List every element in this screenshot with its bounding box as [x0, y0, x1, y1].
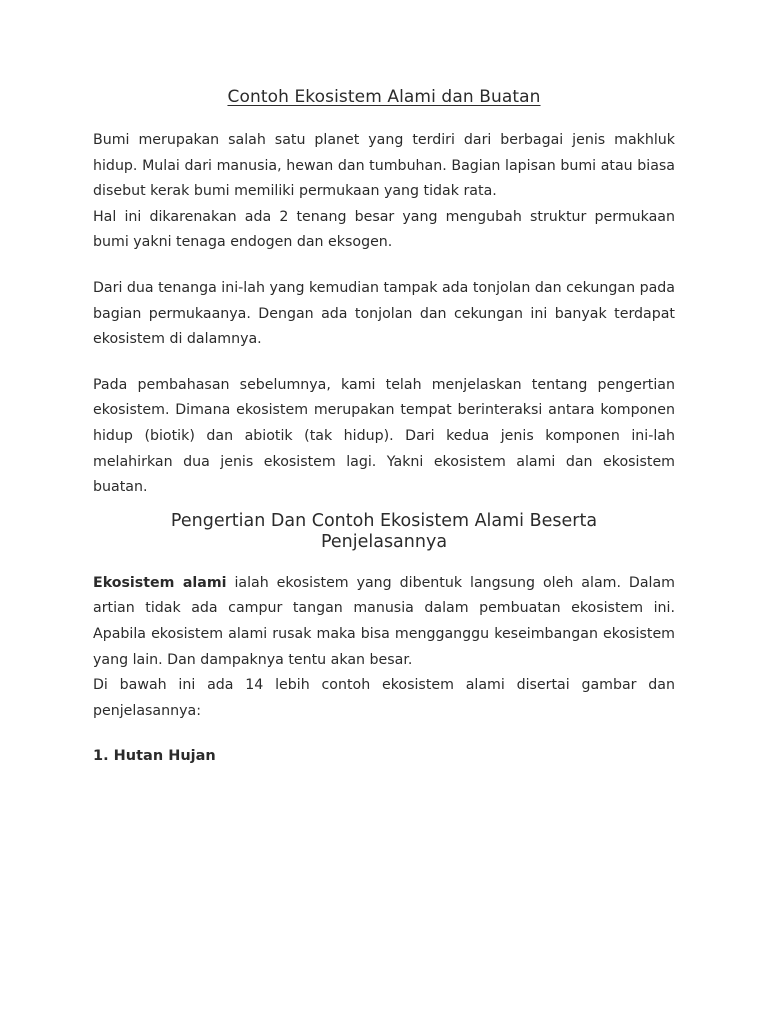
- definition-text: ialah ekosistem yang dibentuk langsung oleh alam. Dalam artian tidak ada campur tangan manusia dalam pembuatan ekosistem ini. Apabila ekosistem alami rusak maka bisa mengganggu keseimbangan ekosistem yang lain. Dan dampaknya tentu akan besar.: [93, 574, 676, 668]
- paragraph-ecosystem-types: Pada pembahasan sebelumnya, kami telah menjelaskan tentang pengertian ekosistem. Dimana ekosistem merupakan tempat berinteraksi antara komponen hidup (biotik) dan abiotik (tak hidup). Dari kedua jenis komponen ini-lah melahirkan dua jenis ekosistem lagi. Yakni ekosistem alami dan ekosistem buatan.: [93, 376, 675, 496]
- section-heading: Pengertian Dan Contoh Ekosistem Alami Beserta Penjelasannya: [170, 510, 598, 552]
- document-title: Contoh Ekosistem Alami dan Buatan: [227, 87, 541, 107]
- intro-paragraph-2: Hal ini dikarenakan ada 2 tenang besar yang mengubah struktur permukaan bumi yakni tenaga endogen dan eksogen.: [93, 208, 675, 251]
- definition-term: Ekosistem alami: [93, 574, 227, 591]
- intro-paragraph-1: Bumi merupakan salah satu planet yang terdiri dari berbagai jenis makhluk hidup. Mulai dari manusia, hewan dan tumbuhan. Bagian lapisan bumi atau biasa disebut kerak bumi memiliki permukaan yang tidak rata.: [93, 132, 675, 200]
- list-intro: Di bawah ini ada 14 lebih contoh ekosistem alami disertai gambar dan penjelasannya:: [93, 677, 675, 719]
- list-item-heading: 1. Hutan Hujan: [93, 748, 216, 765]
- paragraph-landforms: Dari dua tenanga ini-lah yang kemudian tampak ada tonjolan dan cekungan pada bagian permukaanya. Dengan ada tonjolan dan cekungan ini banyak terdapat ekosistem di dalamnya.: [93, 279, 675, 348]
- definition-paragraph: [93, 571, 675, 673]
